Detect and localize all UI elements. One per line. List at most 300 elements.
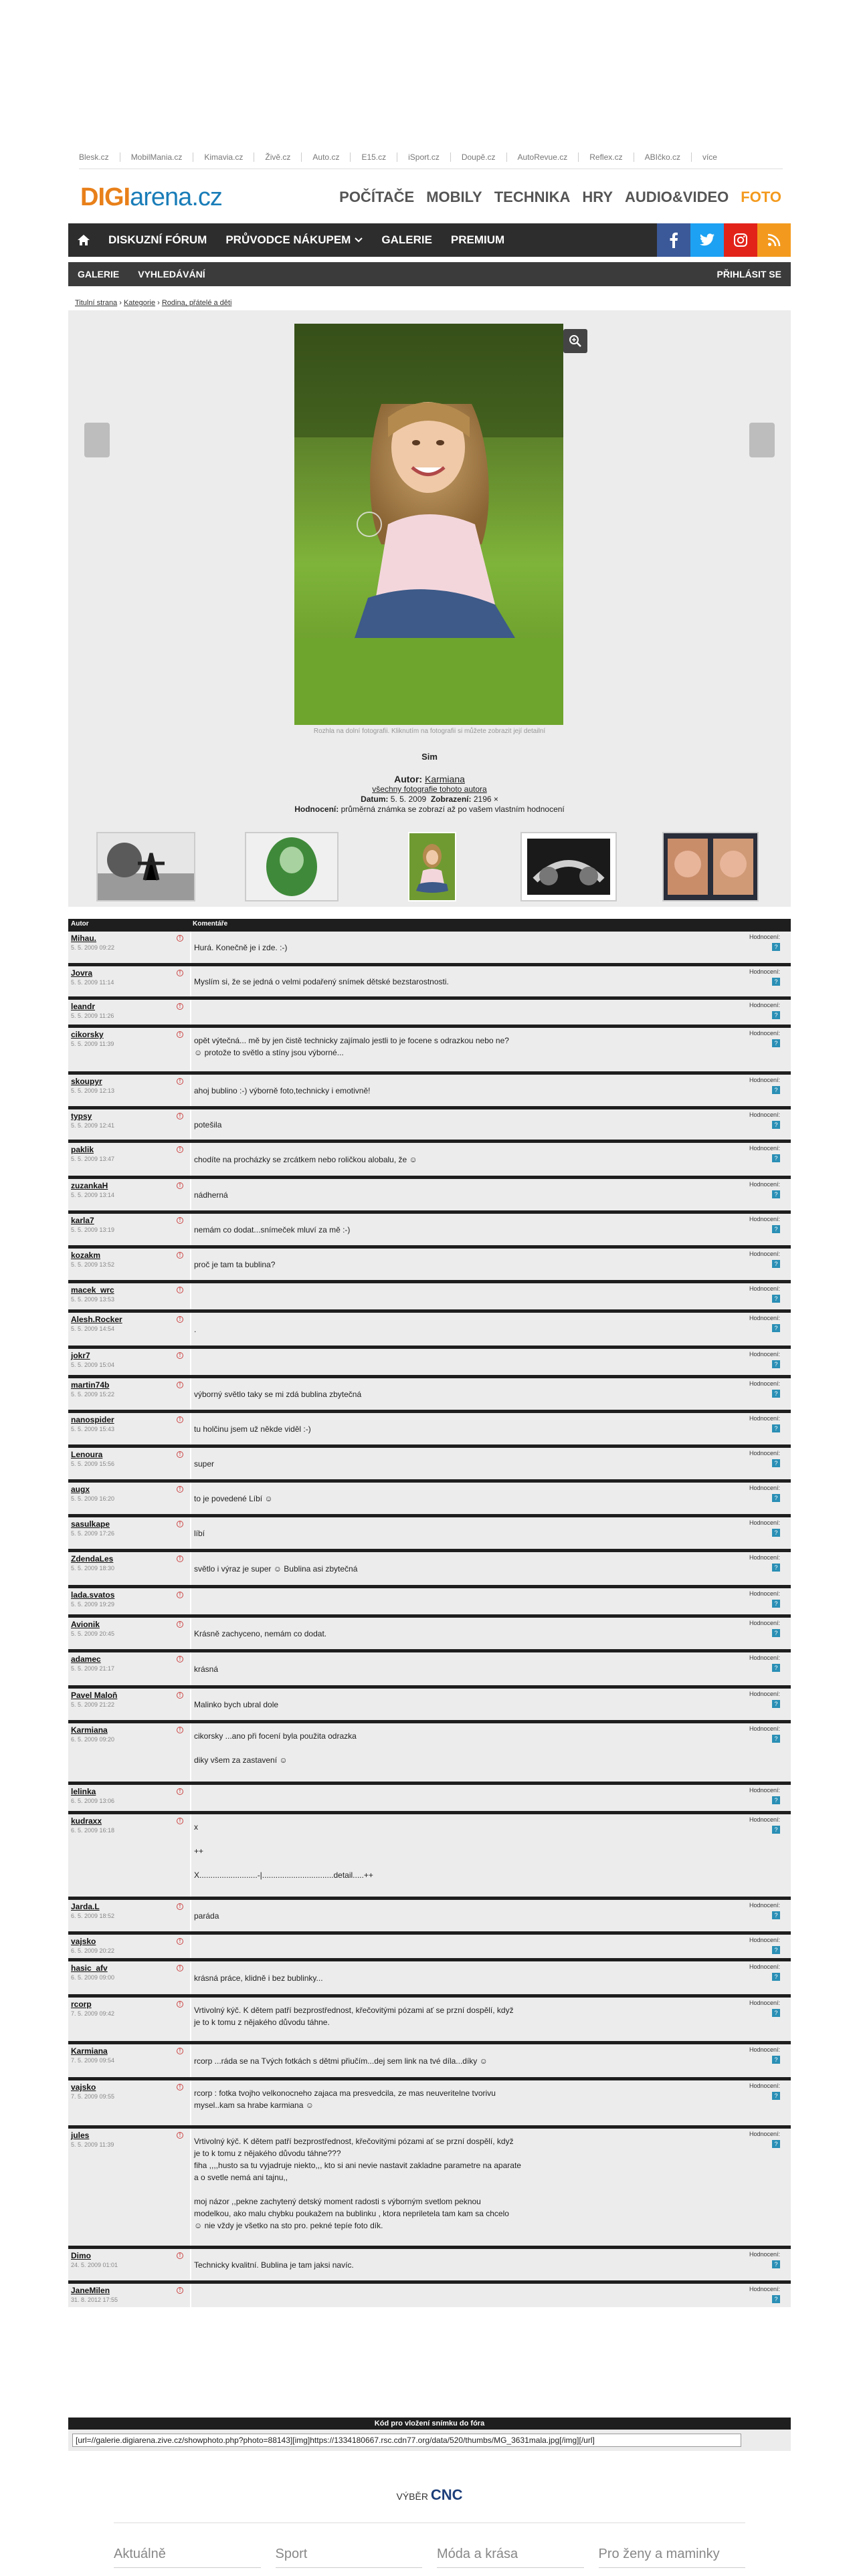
comment-username[interactable]: nanospider	[71, 1415, 114, 1424]
rating-label: Hodnocení:	[749, 1111, 780, 1118]
rating-button[interactable]: ?	[772, 1190, 780, 1198]
rating-button[interactable]: ?	[772, 1973, 780, 1981]
rating-label: Hodnocení:	[749, 1963, 780, 1970]
comment-author-block	[71, 1816, 185, 1834]
report-icon[interactable]: !	[177, 1252, 183, 1259]
comment-row	[68, 1346, 791, 1375]
nav-guide-label: PRŮVODCE NÁKUPEM	[225, 233, 351, 246]
thumbnail[interactable]	[96, 832, 195, 901]
report-icon[interactable]: !	[177, 1182, 183, 1189]
comment-author-block	[71, 1002, 185, 1019]
network-link[interactable]: Živě.cz	[254, 152, 302, 162]
rating-button[interactable]: ?	[772, 1324, 780, 1332]
column-divider	[190, 1652, 191, 1685]
rating-button[interactable]: ?	[772, 1600, 780, 1608]
comment-date: 6. 5. 2009 18:52	[71, 1913, 115, 1919]
comment-line: Malinko bych ubral dole	[194, 1700, 279, 1709]
rating-label: Hodnocení:	[749, 2251, 780, 2258]
comment-author-block	[71, 1351, 185, 1368]
comment-rating	[749, 1937, 780, 1954]
comment-rating	[749, 1415, 780, 1432]
rating-button[interactable]: ?	[772, 1735, 780, 1743]
comment-author-block	[71, 1485, 185, 1502]
comment-username[interactable]: vajsko	[71, 1937, 96, 1946]
logo-part-2: arena.cz	[130, 183, 222, 211]
comment-rating	[749, 1902, 780, 1919]
comment-username[interactable]: skoupyr	[71, 1077, 102, 1086]
comment-line: diky všem za zastavení ☺	[194, 1755, 288, 1765]
comment-username[interactable]: ZdendaLes	[71, 1554, 114, 1564]
footer-categories	[114, 2547, 745, 2568]
comment-author-block	[71, 1216, 185, 1233]
comment-text	[194, 1214, 743, 1236]
comment-username[interactable]: Mihau.	[71, 934, 96, 943]
rating-button[interactable]: ?	[772, 1459, 780, 1467]
report-icon[interactable]: !	[177, 935, 183, 942]
network-link[interactable]: Reflex.cz	[579, 152, 634, 162]
comment-date: 5. 5. 2009 13:53	[71, 1296, 115, 1303]
comment-rating	[749, 1030, 780, 1047]
all-photos-link[interactable]: všechny fotografie tohoto autora	[372, 784, 487, 794]
comment-username[interactable]: Avionik	[71, 1620, 100, 1629]
comment-username[interactable]: sasulkape	[71, 1519, 110, 1529]
rating-button[interactable]: ?	[772, 2260, 780, 2268]
report-icon[interactable]: !	[177, 1217, 183, 1224]
comment-username[interactable]: Pavel Maloň	[71, 1691, 118, 1700]
rating-label: Hodnocení:	[749, 1937, 780, 1943]
report-icon[interactable]: !	[177, 1903, 183, 1910]
facebook-icon[interactable]	[657, 223, 690, 257]
footer-category-link[interactable]: Pro ženy a maminky	[599, 2547, 746, 2568]
photo-date: 5. 5. 2009	[390, 794, 427, 804]
report-icon[interactable]: !	[177, 1486, 183, 1493]
column-divider	[190, 966, 191, 996]
rating-button[interactable]: ?	[772, 1629, 780, 1637]
comment-row	[68, 1106, 791, 1140]
column-divider	[190, 1000, 191, 1025]
report-icon[interactable]: !	[177, 1521, 183, 1527]
twitter-icon[interactable]	[690, 223, 724, 257]
rating-label: Hodnocení:	[749, 1450, 780, 1457]
rating-label: Hodnocení:	[749, 1485, 780, 1491]
report-icon[interactable]: !	[177, 1003, 183, 1010]
comment-text	[194, 1998, 743, 2028]
comment-date: 5. 5. 2009 19:29	[71, 1601, 115, 1608]
report-icon[interactable]: !	[177, 2132, 183, 2139]
rating-button[interactable]: ?	[772, 1295, 780, 1303]
comment-username[interactable]: Karmiana	[71, 2046, 108, 2056]
nav-forum-label: DISKUZNÍ FÓRUM	[108, 233, 207, 246]
comment-author-block	[71, 2000, 185, 2017]
comment-rating	[749, 1620, 780, 1637]
comment-line: Krásně zachyceno, nemám co dodat.	[194, 1629, 327, 1638]
rating-button[interactable]: ?	[772, 1826, 780, 1834]
report-icon[interactable]: !	[177, 1938, 183, 1945]
nav-gallery[interactable]	[372, 233, 442, 247]
comment-date: 5. 5. 2009 13:19	[71, 1226, 115, 1233]
comment-author-block	[71, 1111, 185, 1129]
previous-photo-button[interactable]	[84, 423, 110, 457]
nav-premium[interactable]	[442, 233, 514, 247]
breadcrumb	[75, 299, 231, 307]
next-photo-button[interactable]	[749, 423, 775, 457]
comment-username[interactable]: typsy	[71, 1111, 92, 1121]
rating-button[interactable]: ?	[772, 1154, 780, 1162]
report-icon[interactable]: !	[177, 2001, 183, 2008]
report-icon[interactable]: !	[177, 1621, 183, 1628]
comment-rating	[749, 2000, 780, 2017]
comment-username[interactable]: adamec	[71, 1654, 101, 1664]
comment-date: 5. 5. 2009 11:39	[71, 1041, 114, 1047]
home-icon[interactable]	[68, 223, 99, 257]
report-icon[interactable]: !	[177, 1316, 183, 1323]
comment-row	[68, 1685, 791, 1720]
column-divider	[190, 1689, 191, 1720]
comment-username[interactable]: martin74b	[71, 1380, 110, 1390]
comment-username[interactable]: Karmiana	[71, 1725, 108, 1735]
main-photo[interactable]	[294, 324, 563, 725]
comment-row	[68, 2125, 791, 2246]
comment-author-block	[71, 2082, 185, 2100]
comment-line: ☺ nie vždy je všetko na sto pro. pekné tepíe foto dík.	[194, 2221, 383, 2230]
footer-category-link[interactable]: Aktuálně	[114, 2547, 261, 2568]
report-icon[interactable]: !	[177, 1382, 183, 1388]
section-link[interactable]: HRY	[582, 189, 613, 205]
photo-title: Sim	[421, 752, 438, 762]
comment-line: Hurá. Konečně je i zde. :-)	[194, 943, 288, 952]
comment-author-block	[71, 1725, 185, 1743]
views-label: Zobrazení:	[430, 794, 472, 804]
comment-author-block	[71, 1654, 185, 1672]
comment-username[interactable]: zuzankaH	[71, 1181, 108, 1190]
comment-line: mysel..kam sa hrabe karmiana ☺	[194, 2101, 314, 2110]
embed-box	[68, 2430, 791, 2451]
report-icon[interactable]: !	[177, 1113, 183, 1119]
comment-date: 5. 5. 2009 17:26	[71, 1530, 115, 1537]
column-divider	[190, 2284, 191, 2307]
rating-button[interactable]: ?	[772, 943, 780, 951]
author-link[interactable]: Karmiana	[424, 774, 465, 784]
network-link[interactable]: Auto.cz	[302, 152, 351, 162]
network-link[interactable]: Blesk.cz	[79, 152, 120, 162]
comment-row	[68, 1210, 791, 1245]
comment-row	[68, 1811, 791, 1897]
comment-username[interactable]: kudraxx	[71, 1816, 102, 1826]
rating-button[interactable]: ?	[772, 978, 780, 986]
comment-username[interactable]: Dimo	[71, 2251, 91, 2260]
report-icon[interactable]: !	[177, 970, 183, 976]
report-icon[interactable]: !	[177, 1287, 183, 1293]
login-link[interactable]: PŘIHLÁSIT SE	[717, 269, 781, 280]
comment-line	[194, 1857, 743, 1869]
comment-row	[68, 1782, 791, 1811]
breadcrumb-home[interactable]: Titulní strana	[75, 299, 118, 307]
comment-username[interactable]: Jarda.L	[71, 1902, 100, 1911]
comment-date: 6. 5. 2009 16:18	[71, 1827, 115, 1834]
rating-label: Hodnocení:	[749, 1415, 780, 1422]
rating-button[interactable]: ?	[772, 1121, 780, 1129]
thumbnail[interactable]	[520, 832, 617, 901]
nav-guide[interactable]	[216, 233, 372, 247]
rating-label: Hodnocení:	[749, 1251, 780, 1257]
comment-rating	[749, 1485, 780, 1502]
comment-line: líbí	[194, 1529, 205, 1538]
comment-line: je to k tomu z nějakého důvodu táhne.	[194, 2018, 330, 2027]
rating-label: Hodnocení:	[749, 968, 780, 975]
rating-button[interactable]: ?	[772, 1564, 780, 1572]
footer-category-link[interactable]: Móda a krása	[437, 2547, 584, 2568]
comment-text	[194, 2080, 743, 2111]
comment-line: .	[194, 1325, 197, 1334]
network-link[interactable]: MobilMania.cz	[120, 152, 194, 162]
comment-username[interactable]: cikorsky	[71, 1030, 104, 1039]
rating-button[interactable]: ?	[772, 1424, 780, 1432]
subnav-search[interactable]: VYHLEDÁVÁNÍ	[138, 269, 205, 280]
report-icon[interactable]: !	[177, 1818, 183, 1824]
section-link[interactable]: AUDIO&VIDEO	[625, 189, 729, 205]
column-divider	[190, 1109, 191, 1140]
report-icon[interactable]: !	[177, 2048, 183, 2054]
thumbnail[interactable]	[662, 832, 759, 901]
section-link[interactable]: TECHNIKA	[494, 189, 571, 205]
rating-button[interactable]: ?	[772, 1390, 780, 1398]
rating-button[interactable]: ?	[772, 1011, 780, 1019]
comment-text	[194, 1900, 743, 1922]
network-link[interactable]: Doupě.cz	[451, 152, 507, 162]
comment-date: 5. 5. 2009 09:22	[71, 944, 115, 951]
nav-premium-label: PREMIUM	[450, 233, 505, 246]
comments-table	[68, 919, 791, 2307]
network-link[interactable]: Kimavia.cz	[193, 152, 254, 162]
rating-button[interactable]: ?	[772, 1086, 780, 1094]
comment-line: nemám co dodat...snímeček mluví za mě :-)	[194, 1225, 351, 1235]
site-logo[interactable]	[80, 181, 222, 214]
rating-button[interactable]: ?	[772, 2140, 780, 2148]
column-divider	[190, 1723, 191, 1782]
social-links	[657, 223, 791, 257]
nav-forum[interactable]	[99, 233, 216, 247]
comment-row	[68, 963, 791, 996]
logo-part-1: DIGI	[80, 183, 130, 211]
report-icon[interactable]: !	[177, 1965, 183, 1971]
comment-date: 5. 5. 2009 18:30	[71, 1565, 115, 1572]
rating-button[interactable]: ?	[772, 1911, 780, 1919]
report-icon[interactable]: !	[177, 1451, 183, 1458]
thumbnail-active[interactable]	[408, 832, 456, 901]
comments-list	[68, 928, 791, 2307]
comment-row	[68, 1245, 791, 1280]
column-divider	[190, 1028, 191, 1071]
comment-rating	[749, 1380, 780, 1398]
nav-gallery-label: GALERIE	[381, 233, 432, 246]
comment-rating	[749, 1963, 780, 1981]
rating-button[interactable]: ?	[772, 1664, 780, 1672]
comment-author-block	[71, 1315, 185, 1332]
rating-label: Hodnocení:	[749, 1519, 780, 1526]
rating-button[interactable]: ?	[772, 1260, 780, 1268]
comment-author-block	[71, 1902, 185, 1919]
comment-username[interactable]: augx	[71, 1485, 90, 1494]
comment-rating	[749, 2286, 780, 2303]
comment-author-block	[71, 1077, 185, 1094]
breadcrumb-category[interactable]: Kategorie	[123, 299, 156, 307]
comment-username[interactable]: Jovra	[71, 968, 93, 978]
comment-text	[194, 1961, 743, 1984]
photo-views: 2196 ×	[473, 794, 498, 804]
rating-button[interactable]: ?	[772, 1494, 780, 1502]
breadcrumb-subcategory[interactable]: Rodina, přátelé a děti	[161, 299, 232, 307]
column-divider	[190, 1785, 191, 1811]
comment-author-block	[71, 1963, 185, 1981]
comment-username[interactable]: hasic_afv	[71, 1963, 108, 1973]
comment-row	[68, 1176, 791, 1210]
report-icon[interactable]: !	[177, 1592, 183, 1598]
comment-text	[194, 1249, 743, 1271]
report-icon[interactable]: !	[177, 1031, 183, 1038]
comment-text	[194, 1413, 743, 1435]
comment-username[interactable]: kozakm	[71, 1251, 101, 1260]
comment-username[interactable]: rcorp	[71, 2000, 92, 2009]
comment-text	[194, 2284, 743, 2290]
comment-username[interactable]: lada.svatos	[71, 1590, 115, 1600]
comment-text	[194, 1689, 743, 1711]
comment-rating	[749, 1590, 780, 1608]
comment-row	[68, 1514, 791, 1549]
comment-line: x	[194, 1822, 198, 1832]
comment-username[interactable]: Lenoura	[71, 1450, 103, 1459]
author-label: Autor:	[394, 774, 423, 784]
rating-button[interactable]: ?	[772, 1360, 780, 1368]
network-link[interactable]: iSport.cz	[397, 152, 451, 162]
subnav-gallery[interactable]: GALERIE	[78, 269, 120, 280]
rating-button[interactable]: ?	[772, 2092, 780, 2100]
embed-code-field[interactable]: [url=//galerie.digiarena.zive.cz/showphoto.php?photo=88143][img]https://1334180667.rsc.cdn77.org/data/520/thumbs/MG_3631mala.jpg[/img][/url]	[72, 2434, 741, 2447]
comment-date: 6. 5. 2009 09:20	[71, 1736, 115, 1743]
comment-username[interactable]: paklik	[71, 1145, 94, 1154]
comment-rating	[749, 1787, 780, 1804]
comment-line: paráda	[194, 1911, 219, 1921]
photo-note: Rozhla na dolní fotografii. Kliknutím na fotografii si můžete zobrazit její detailní	[313, 728, 546, 735]
comment-username[interactable]: vajsko	[71, 2082, 96, 2092]
report-icon[interactable]: !	[177, 1352, 183, 1359]
report-icon[interactable]: !	[177, 2084, 183, 2090]
rating-button[interactable]: ?	[772, 1529, 780, 1537]
comment-rating	[749, 1554, 780, 1572]
comment-username[interactable]: karla7	[71, 1216, 94, 1225]
footer-brand	[0, 2486, 859, 2504]
comment-row	[68, 1479, 791, 1514]
comment-row	[68, 1025, 791, 1071]
comment-username[interactable]: macek_wrc	[71, 1285, 114, 1295]
rss-icon[interactable]	[757, 223, 791, 257]
comment-username[interactable]: lelinka	[71, 1787, 96, 1796]
comment-username[interactable]: JaneMilen	[71, 2286, 110, 2295]
comment-rating	[749, 1145, 780, 1162]
comment-line: Technicky kvalitní. Bublina je tam jaksi navíc.	[194, 2260, 354, 2270]
comment-date: 6. 5. 2009 13:06	[71, 1798, 115, 1804]
rating-label: Hodnocení:	[749, 1285, 780, 1292]
rating-button[interactable]: ?	[772, 1700, 780, 1708]
comment-rating	[749, 1251, 780, 1268]
footer-category-link[interactable]: Sport	[276, 2547, 423, 2568]
comment-author-block	[71, 2286, 185, 2303]
section-link[interactable]: MOBILY	[426, 189, 482, 205]
report-icon[interactable]: !	[177, 1727, 183, 1733]
report-icon[interactable]: !	[177, 2252, 183, 2259]
thumbnail[interactable]	[245, 832, 339, 901]
network-link[interactable]: více	[702, 152, 717, 162]
comment-row	[68, 928, 791, 963]
comment-text	[194, 1652, 743, 1675]
comment-date: 5. 5. 2009 13:14	[71, 1192, 115, 1198]
rating-button[interactable]: ?	[772, 2295, 780, 2303]
comment-line	[194, 1742, 743, 1754]
comment-rating	[749, 1315, 780, 1332]
comment-rating	[749, 2046, 780, 2064]
rating-button[interactable]: ?	[772, 2056, 780, 2064]
rating-label: Hodnocení:	[749, 1002, 780, 1008]
sub-nav	[68, 262, 791, 286]
report-icon[interactable]: !	[177, 1788, 183, 1795]
rating-label: Hodnocení:	[749, 1077, 780, 1083]
comment-text	[194, 1283, 743, 1291]
column-divider	[190, 1618, 191, 1649]
comment-rating	[749, 1725, 780, 1743]
comment-username[interactable]: jokr7	[71, 1351, 90, 1360]
column-divider	[190, 1998, 191, 2041]
comment-rating	[749, 1691, 780, 1708]
rating-button[interactable]: ?	[772, 1225, 780, 1233]
column-divider	[190, 1313, 191, 1346]
instagram-icon[interactable]	[724, 223, 757, 257]
report-icon[interactable]: !	[177, 1146, 183, 1153]
comment-row	[68, 1375, 791, 1410]
report-icon[interactable]: !	[177, 1078, 183, 1085]
comments-header	[68, 919, 791, 928]
comment-line	[194, 1833, 743, 1845]
comment-author-block	[71, 1937, 185, 1954]
comment-username[interactable]: leandr	[71, 1002, 96, 1011]
rating-button[interactable]: ?	[772, 2009, 780, 2017]
section-link[interactable]: POČÍTAČE	[339, 189, 415, 205]
report-icon[interactable]: !	[177, 1416, 183, 1423]
comment-date: 5. 5. 2009 13:52	[71, 1261, 115, 1268]
report-icon[interactable]: !	[177, 1656, 183, 1662]
section-link[interactable]: FOTO	[741, 189, 781, 205]
network-link[interactable]: AutoRevue.cz	[507, 152, 579, 162]
comment-username[interactable]: Alesh.Rocker	[71, 1315, 122, 1324]
rating-button[interactable]: ?	[772, 1796, 780, 1804]
comment-line: to je povedené Líbí ☺	[194, 1494, 273, 1503]
rating-button[interactable]: ?	[772, 1946, 780, 1954]
network-link[interactable]: ABIčko.cz	[634, 152, 692, 162]
comment-author-block	[71, 1030, 185, 1047]
comment-line: proč je tam ta bublina?	[194, 1260, 276, 1269]
comment-date: 5. 5. 2009 14:54	[71, 1325, 115, 1332]
breadcrumb-separator: ›	[155, 299, 162, 307]
report-icon[interactable]: !	[177, 1555, 183, 1562]
report-icon[interactable]: !	[177, 1692, 183, 1699]
cnc-logo[interactable]: CNC	[430, 2486, 463, 2503]
column-divider	[190, 1814, 191, 1897]
rating-button[interactable]: ?	[772, 1039, 780, 1047]
report-icon[interactable]: !	[177, 2287, 183, 2294]
comment-row	[68, 1958, 791, 1994]
zoom-icon[interactable]	[563, 329, 587, 353]
network-link[interactable]: E15.cz	[351, 152, 397, 162]
comment-row	[68, 2041, 791, 2077]
comment-username[interactable]: jules	[71, 2131, 90, 2140]
